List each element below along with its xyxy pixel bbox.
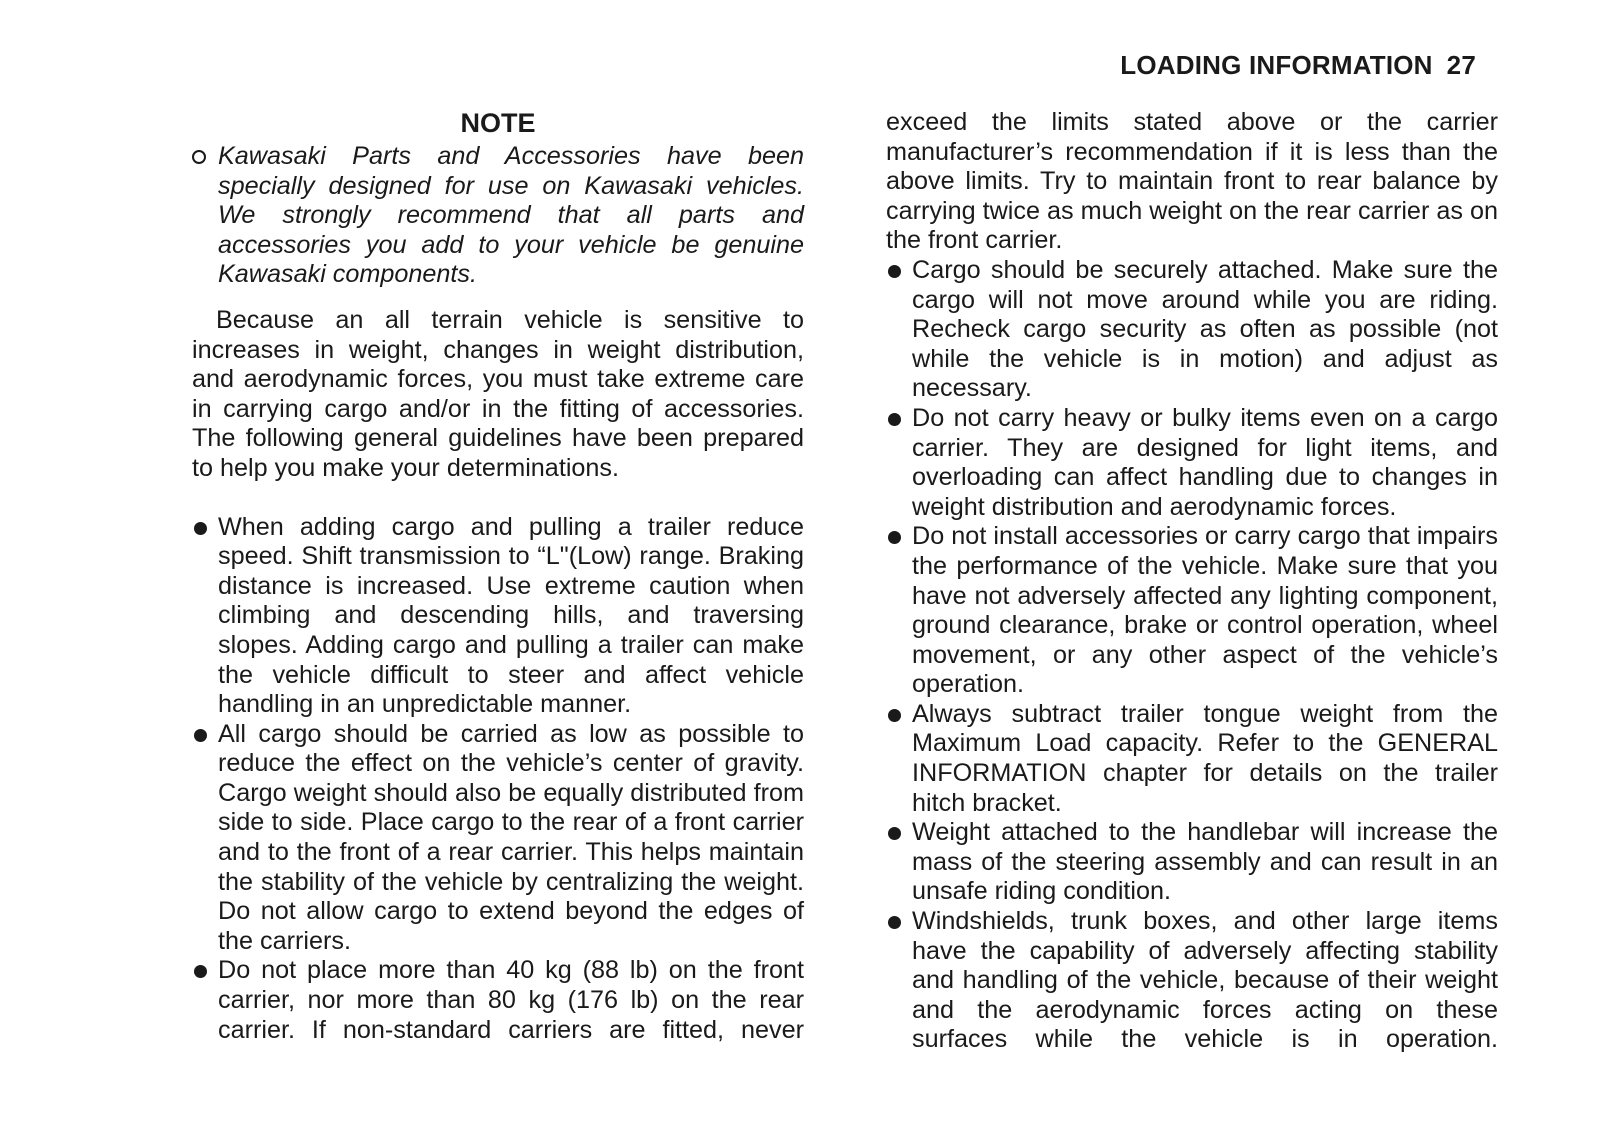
- page-number: 27: [1446, 50, 1476, 80]
- list-item: [886, 522, 1498, 700]
- note-text: Kawasaki Parts and Accessories have been specially designed for use on Kawasaki vehicles. We strongly recommend that all parts and accessories you add to your vehicle be genuine Kawasaki components.: [218, 142, 804, 289]
- list-item: [886, 404, 1498, 522]
- list-item: [192, 956, 804, 1045]
- left-bullet-list: [192, 513, 804, 1046]
- bullet-icon: [888, 413, 901, 426]
- open-circle-icon: [192, 150, 206, 164]
- list-item: [886, 256, 1498, 404]
- list-item-text: Do not place more than 40 kg (88 lb) on the front carrier, nor more than 80 kg (176 lb) on the rear carrier. If non-standard carriers are fitted, never: [218, 956, 804, 1044]
- list-item-text: When adding cargo and pulling a trailer reduce speed. Shift transmission to “L"(Low) range. Braking distance is increased. Use extreme caution when climbing and descending hills, and traversing slopes. Adding cargo and pulling a trailer can make the vehicle difficult to steer and affect vehicle handling in an unpredictable manner.: [218, 512, 804, 719]
- running-header: [1120, 50, 1476, 81]
- right-bullet-list: [886, 256, 1498, 1055]
- list-item-text: Always subtract trailer tongue weight from the Maximum Load capacity. Refer to the GENERAL INFORMATION chapter for details on the trailer hitch bracket.: [912, 699, 1498, 817]
- list-item-text: Do not install accessories or carry cargo that impairs the performance of the vehicle. Make sure that you have not adversely affected any lighting component, ground clearance, brake or control operation, wheel movement, or any other aspect of the vehicle’s operation.: [912, 522, 1498, 699]
- right-column: [886, 108, 1498, 1055]
- list-item: [886, 700, 1498, 818]
- list-item: [886, 818, 1498, 907]
- note-item: [192, 142, 804, 290]
- intro-paragraph: Because an all terrain vehicle is sensitive to increases in weight, changes in weight distribution, and aerodynamic forces, you must take extreme care in carrying cargo and/or in the fitting of accessories. The following general guidelines have been prepared to help you make your determinations.: [192, 305, 804, 482]
- list-item-text: Windshields, trunk boxes, and other large items have the capability of adversely affecting stability and handling of the vehicle, because of their weight and the aerodynamic forces acting on these surfaces while the vehicle is in operation.: [912, 907, 1498, 1054]
- list-item: [192, 513, 804, 720]
- bullet-icon: [888, 531, 901, 544]
- bullet-icon: [194, 522, 207, 535]
- bullet-icon: [194, 729, 207, 742]
- continuation-paragraph: exceed the limits stated above or the carrier manufacturer’s recommendation if it is less than the above limits. Try to maintain front to rear balance by carrying twice as much weight on the rear carrier as on the front carrier.: [886, 108, 1498, 255]
- list-item-text: All cargo should be carried as low as possible to reduce the effect on the vehicle’s center of gravity. Cargo weight should also be equally distributed from side to side. Place cargo to the rear of a front carrier and to the front of a rear carrier. This helps maintain the stability of the vehicle by centralizing the weight. Do not allow cargo to extend beyond the edges of the carriers.: [218, 719, 804, 955]
- bullet-icon: [888, 916, 901, 929]
- bullet-icon: [888, 265, 901, 278]
- bullet-icon: [888, 709, 901, 722]
- section-title: LOADING INFORMATION: [1120, 50, 1433, 80]
- list-item-text: Weight attached to the handlebar will increase the mass of the steering assembly and can result in an unsafe riding condition.: [912, 818, 1498, 906]
- list-item: [886, 907, 1498, 1055]
- note-title: NOTE: [460, 108, 536, 138]
- bullet-icon: [194, 965, 207, 978]
- list-item: [192, 720, 804, 957]
- list-item-text: Cargo should be securely attached. Make sure the cargo will not move around while you are riding. Recheck cargo security as often as possible (not while the vehicle is in motion) and adjust as necessary.: [912, 255, 1498, 403]
- bullet-icon: [888, 827, 901, 840]
- left-column: [192, 108, 804, 1045]
- list-item-text: Do not carry heavy or bulky items even on a cargo carrier. They are designed for light items, and overloading can affect handling due to changes in weight distribution and aerodynamic forces.: [912, 403, 1498, 521]
